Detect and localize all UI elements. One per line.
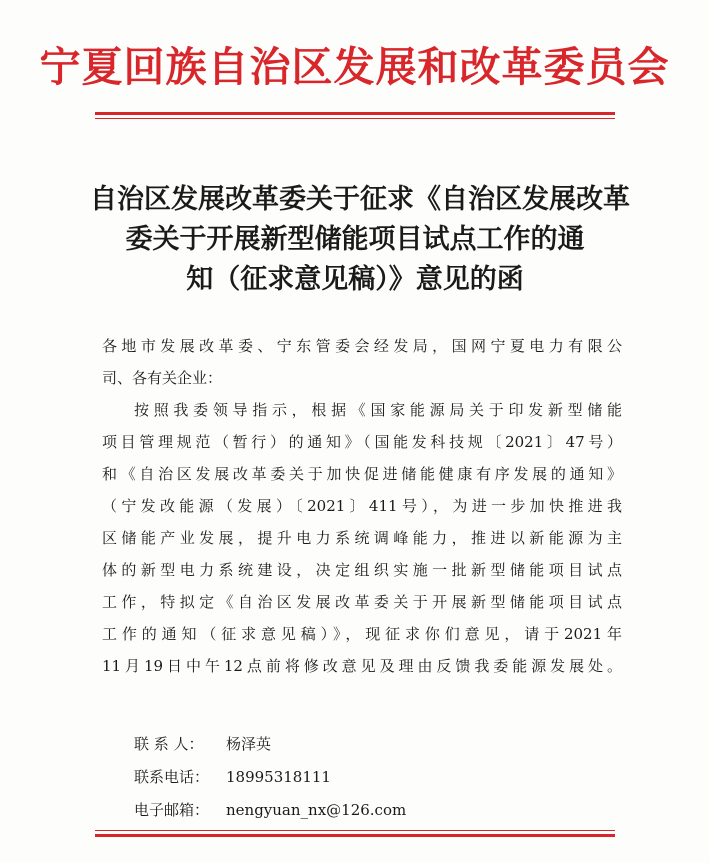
contact-phone xyxy=(134,763,331,791)
title-line-2: 委关于开展新型储能项目试点工作的通 xyxy=(125,224,585,255)
paragraph-line-6: 体的新型电力系统建设，决定组织实施一批新型储能项目试点 xyxy=(102,561,622,579)
document-title xyxy=(90,180,630,300)
paragraph-line-2: 项目管理规范（暂行）的通知》（国能发科技规〔2021〕47号） xyxy=(102,433,622,451)
letterhead-org-name: 宁夏回族自治区发展和改革委员会 xyxy=(39,43,670,91)
contact-email-label: 电子邮箱： xyxy=(134,801,210,819)
paragraph-line-9: 11月19日中午12点前将修改意见及理由反馈我委能源发展处。 xyxy=(102,657,622,675)
paragraph-line-4: （宁发改能源（发展）〔2021〕411号），为进一步加快推进我 xyxy=(102,497,622,515)
title-line-1: 自治区发展改革委关于征求《自治区发展改革 xyxy=(90,184,630,215)
contact-email-value: nengyuan_nx@126.com xyxy=(226,801,407,819)
addressee-line-1: 各地市发展改革委、宁东管委会经发局，国网宁夏电力有限公 xyxy=(102,337,622,355)
letter-body xyxy=(102,330,622,682)
footer-red-rule-thin xyxy=(95,830,615,831)
letterhead-red-rule-thin xyxy=(95,118,615,119)
contact-person-value: 杨泽英 xyxy=(226,735,272,753)
paragraph-line-8: 工作的通知（征求意见稿）》，现征求你们意见，请于2021年 xyxy=(102,625,622,643)
contact-person-label: 联 系 人： xyxy=(134,735,204,753)
addressee-line-2: 司、各有关企业： xyxy=(102,369,223,387)
letterhead-red-rule xyxy=(95,112,615,115)
paragraph-line-7: 工作，特拟定《自治区发展改革委关于开展新型储能项目试点 xyxy=(102,593,622,611)
contact-phone-label: 联系电话： xyxy=(134,768,210,786)
contact-email xyxy=(134,796,406,824)
paragraph-line-3: 和《自治区发展改革委关于加快促进储能健康有序发展的通知》 xyxy=(102,465,622,483)
paragraph-line-5: 区储能产业发展，提升电力系统调峰能力，推进以新能源为主 xyxy=(102,529,622,547)
footer-red-rule xyxy=(95,834,615,837)
contact-person xyxy=(134,730,271,758)
paragraph-line-1: 按照我委领导指示，根据《国家能源局关于印发新型储能 xyxy=(134,401,622,419)
title-line-3: 知（征求意见稿）》意见的函 xyxy=(186,264,524,295)
contact-phone-value: 18995318111 xyxy=(226,768,331,786)
